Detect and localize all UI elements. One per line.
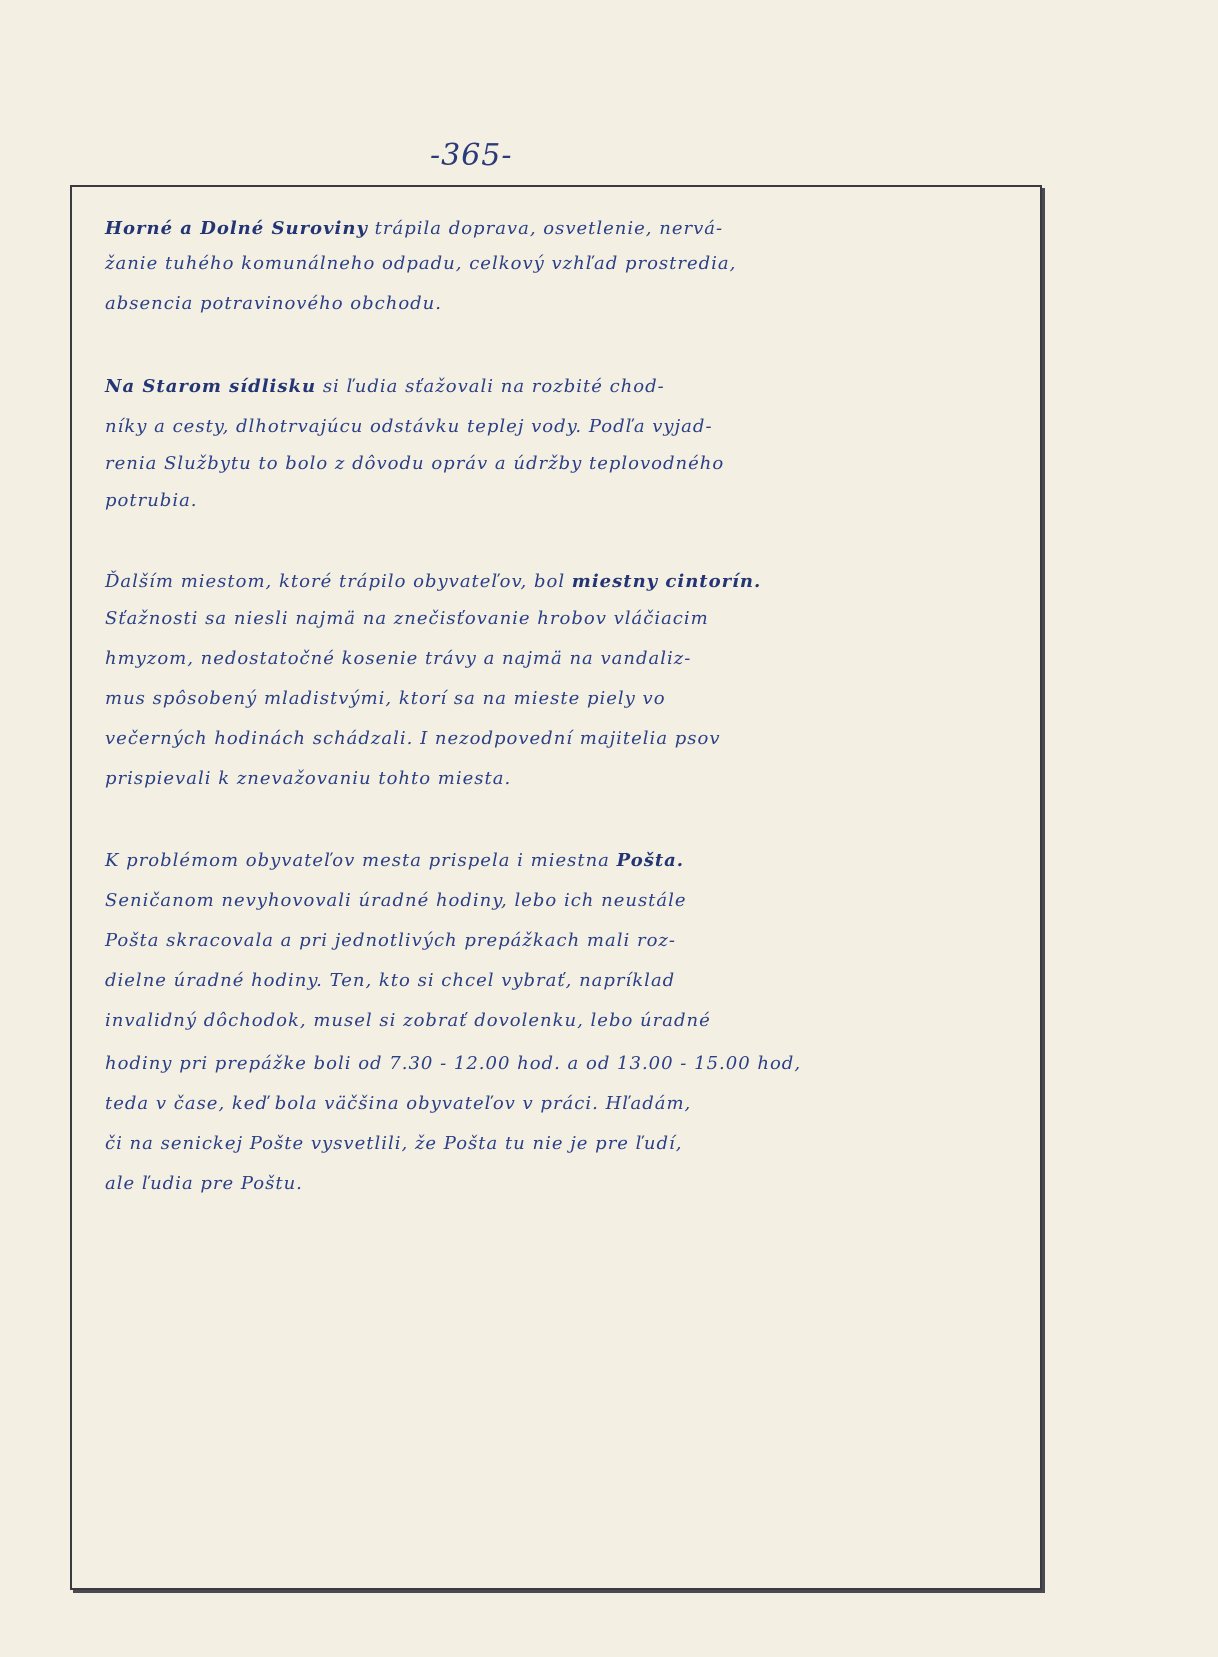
emphasized-place-name: Horné a Dolné Suroviny (105, 218, 368, 239)
text-line (105, 378, 1025, 396)
line-text: níky a cesty, dlhotrvajúcu odstávku teplej vody. Podľa vyjad- (105, 416, 713, 437)
line-text: Pošta skracovala a pri jednotlivých prepážkach mali roz- (105, 930, 676, 951)
text-line (105, 455, 1025, 473)
text-line (105, 690, 1025, 708)
text-line (105, 1175, 1025, 1193)
emphasized-place-name: Na Starom sídlisku (105, 376, 317, 397)
text-line (105, 1095, 1025, 1113)
line-text: si ľudia sťažovali na rozbité chod- (316, 376, 665, 397)
line-text: renia Službytu to bolo z dôvodu opráv a údržby teplovodného (105, 453, 725, 474)
text-line (105, 972, 1025, 990)
line-text: dielne úradné hodiny. Ten, kto si chcel vybrať, napríklad (105, 970, 676, 991)
text-line (105, 255, 1025, 273)
emphasized-place-name: miestny cintorín. (571, 571, 762, 592)
page-number: -365- (430, 138, 513, 173)
line-text: hmyzom, nedostatočné kosenie trávy a najmä na vandaliz- (105, 648, 692, 669)
text-line (105, 650, 1025, 668)
line-text: K problémom obyvateľov mesta prispela i miestna (105, 850, 617, 871)
line-text: potrubia. (105, 490, 198, 511)
text-line (105, 1135, 1025, 1153)
text-line (105, 610, 1025, 628)
text-line (105, 1055, 1025, 1073)
text-line (105, 730, 1025, 748)
text-line (105, 220, 1025, 238)
line-text: Sťažnosti sa niesli najmä na znečisťovanie hrobov vláčiacim (105, 608, 709, 629)
line-text: ale ľudia pre Poštu. (105, 1173, 303, 1194)
line-text: hodiny pri prepážke boli od 7.30 - 12.00 hod. a od 13.00 - 15.00 hod, (105, 1053, 802, 1074)
text-line (105, 573, 1025, 591)
line-text: absencia potravinového obchodu. (105, 293, 442, 314)
text-line (105, 492, 1025, 510)
text-line (105, 892, 1025, 910)
line-text: večerných hodinách schádzali. I nezodpovední majitelia psov (105, 728, 721, 749)
line-text: či na senickej Pošte vysvetlili, že Pošta tu nie je pre ľudí, (105, 1133, 683, 1154)
line-text: Seničanom nevyhovovali úradné hodiny, lebo ich neustále (105, 890, 687, 911)
text-line (105, 1012, 1025, 1030)
line-text: trápila doprava, osvetlenie, nervá- (367, 218, 724, 239)
text-line (105, 418, 1025, 436)
line-text: mus spôsobený mladistvými, ktorí sa na mieste piely vo (105, 688, 666, 709)
emphasized-place-name: Pošta. (616, 850, 685, 871)
line-text: teda v čase, keď bola väčšina obyvateľov v práci. Hľadám, (105, 1093, 692, 1114)
line-text: prispievali k znevažovaniu tohto miesta. (105, 768, 512, 789)
line-text: invalidný dôchodok, musel si zobrať dovolenku, lebo úradné (105, 1010, 711, 1031)
line-text: žanie tuhého komunálneho odpadu, celkový vzhľad prostredia, (105, 253, 737, 274)
text-line (105, 295, 1025, 313)
line-text: Ďalším miestom, ktoré trápilo obyvateľov, bol (105, 571, 572, 592)
text-line (105, 932, 1025, 950)
text-line (105, 770, 1025, 788)
text-line (105, 852, 1025, 870)
